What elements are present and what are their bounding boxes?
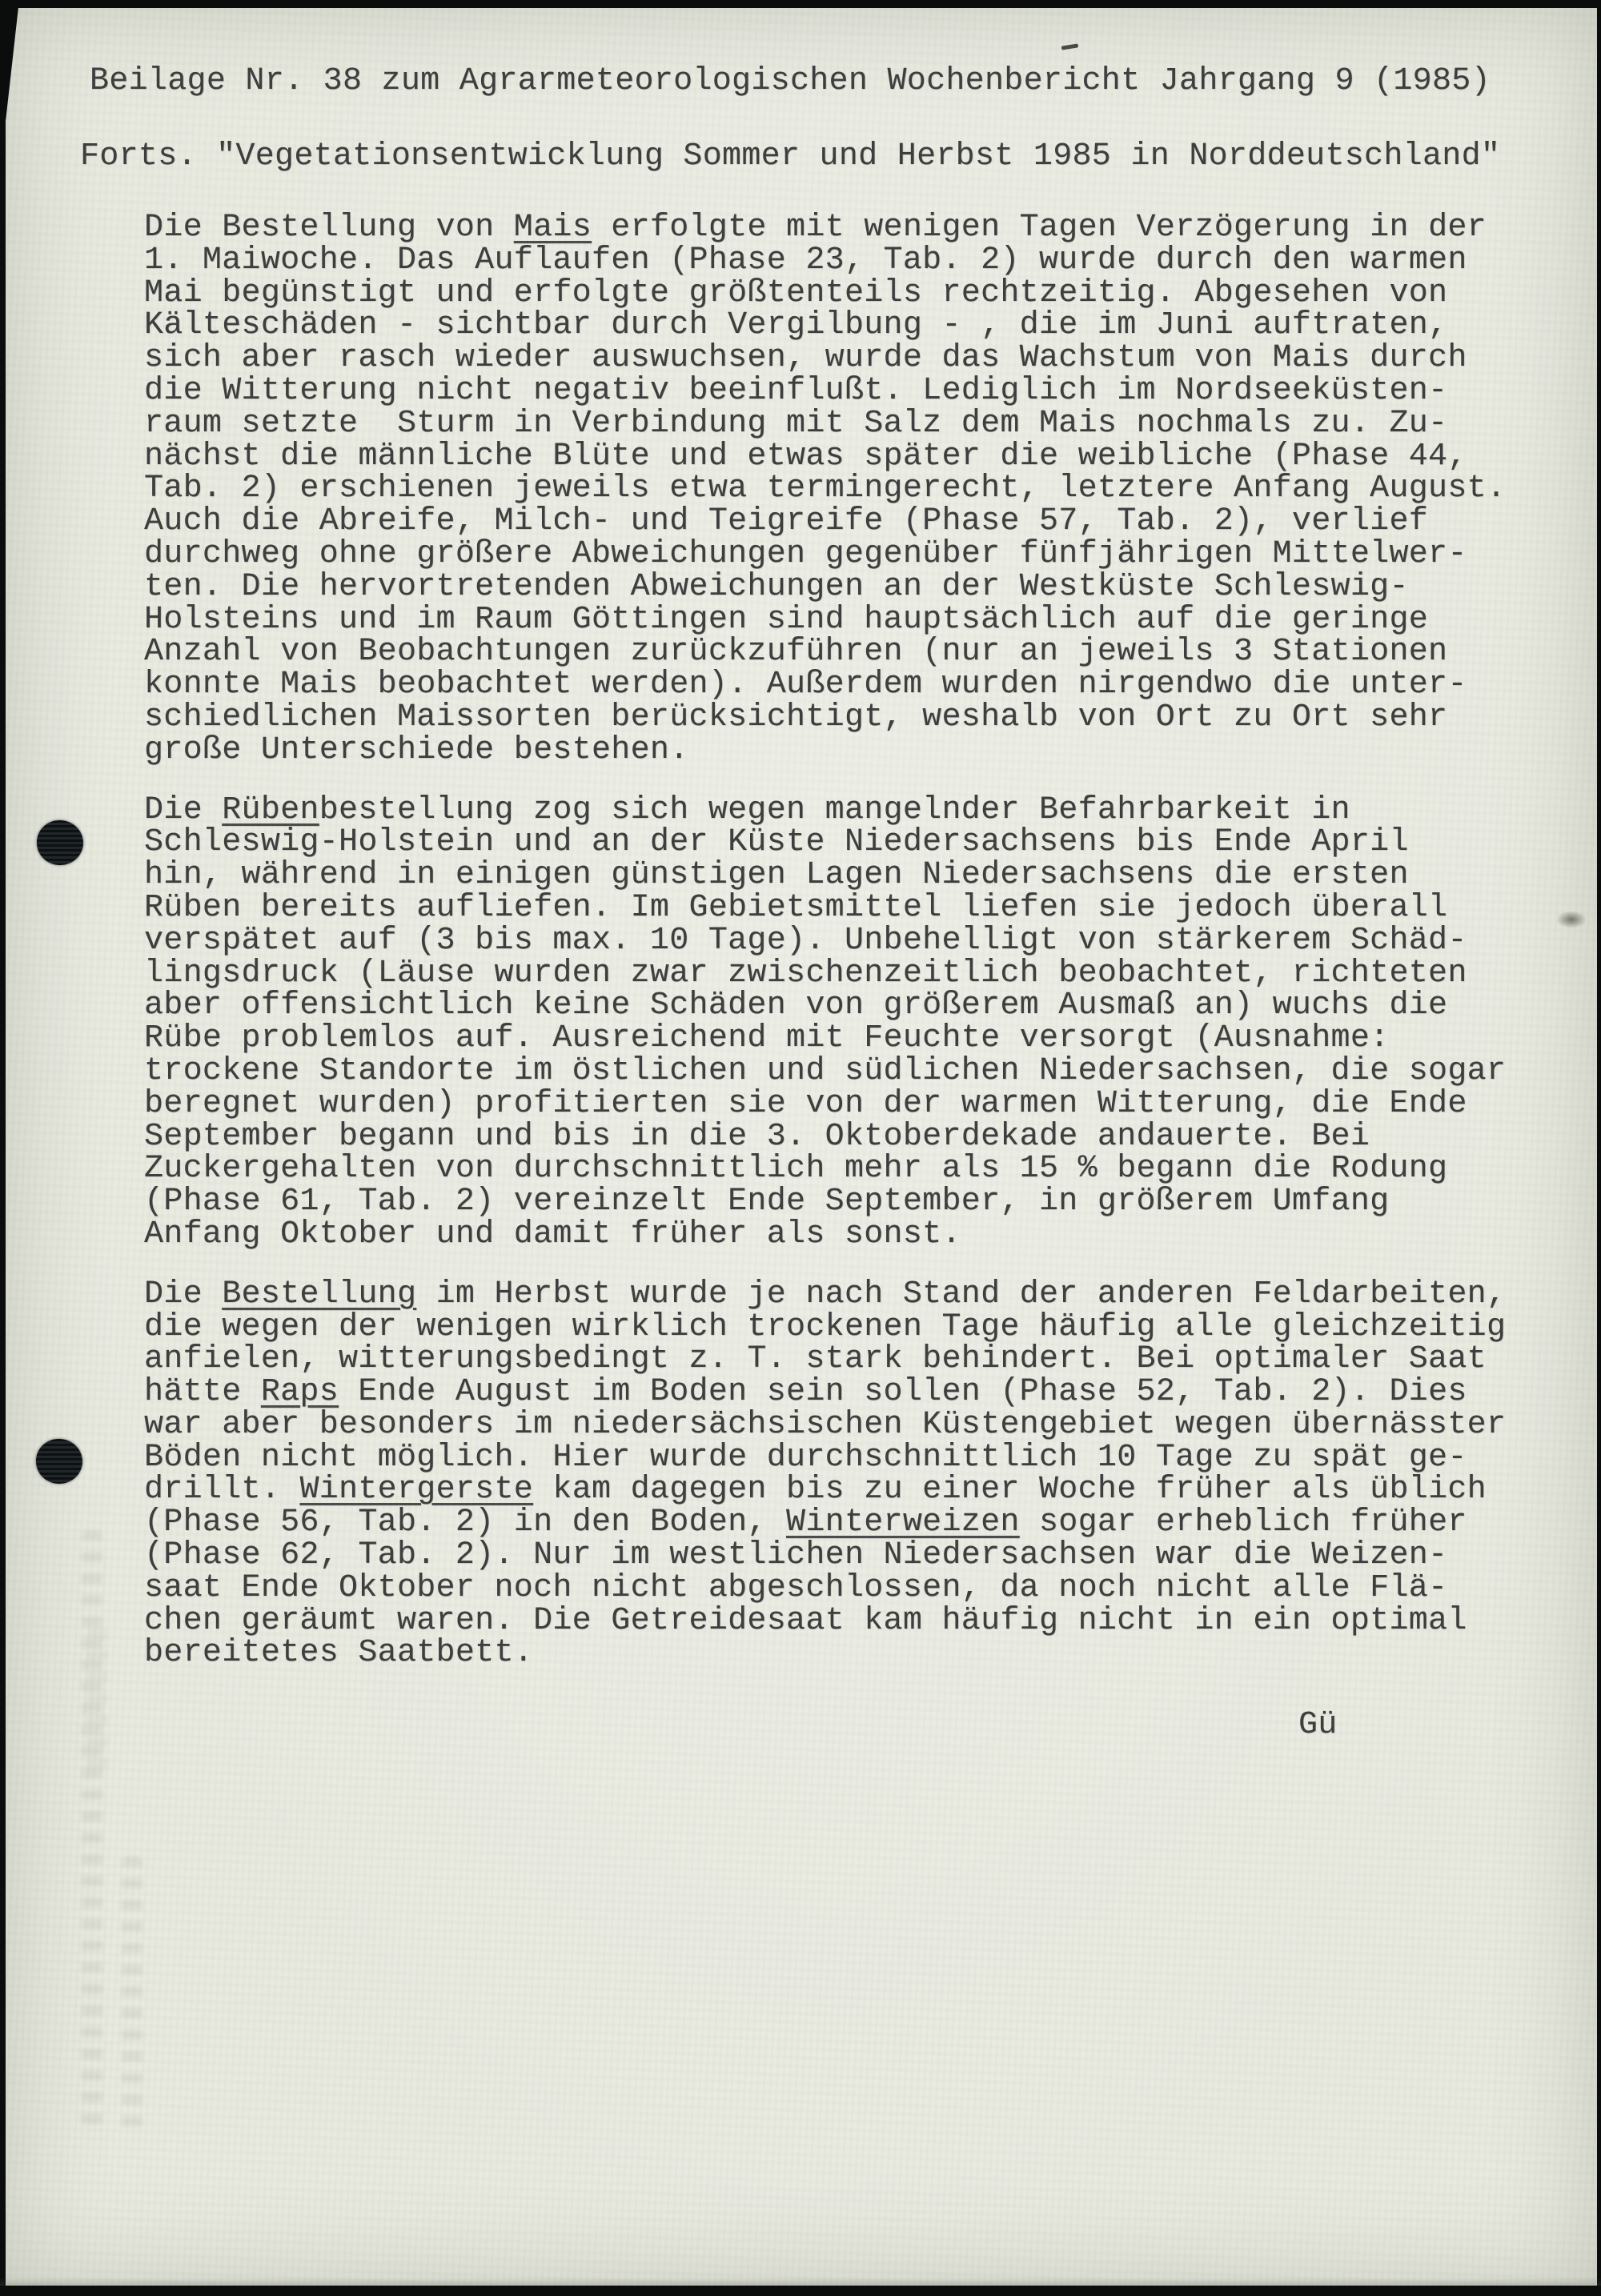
text-line: aber offensichtlich keine Schäden von größerem Ausmaß an) wuchs die xyxy=(144,988,1448,1024)
paragraph xyxy=(144,1276,1507,1672)
text-line: Kälteschäden - sichtbar durch Vergilbung - , die im Juni auftraten, xyxy=(144,307,1448,344)
text-line: (Phase 61, Tab. 2) vereinzelt Ende September, in größerem Umfang xyxy=(144,1184,1390,1220)
text-line: verspätet auf (3 bis max. 10 Tage). Unbehelligt von stärkerem Schäd- xyxy=(144,922,1467,959)
text-line: die Witterung nicht negativ beeinflußt. Lediglich im Nordseeküsten- xyxy=(144,372,1448,409)
text-line: Böden nicht möglich. Hier wurde durchschnittlich 10 Tage zu spät ge- xyxy=(144,1439,1467,1476)
text-line: anfielen, witterungsbedingt z. T. stark behindert. Bei optimaler Saat xyxy=(144,1341,1487,1378)
text-line: Die Bestellung im Herbst wurde je nach Stand der anderen Feldarbeiten, xyxy=(144,1276,1507,1312)
text-line: (Phase 56, Tab. 2) in den Boden, Winterweizen sogar erheblich früher xyxy=(144,1505,1467,1541)
underlined-term: Mais xyxy=(513,210,592,246)
scan-edge-bottom xyxy=(0,2286,1601,2296)
text-line: war aber besonders im niedersächsischen Küstengebiet wegen übernässter xyxy=(144,1406,1507,1443)
text-line: lingsdruck (Läuse wurden zwar zwischenzeitlich beobachtet, richteten xyxy=(144,955,1467,992)
underlined-term: Wintergerste xyxy=(299,1472,534,1509)
text-line: (Phase 62, Tab. 2). Nur im westlichen Niedersachsen war die Weizen- xyxy=(144,1537,1448,1574)
underlined-term: Winterweizen xyxy=(786,1505,1020,1541)
text-line: Anfang Oktober und damit früher als sonst. xyxy=(144,1216,961,1252)
text-line: hin, während in einigen günstigen Lagen Niedersachsens die ersten xyxy=(144,857,1409,894)
text-line: trockene Standorte im östlichen und südlichen Niedersachsen, die sogar xyxy=(144,1052,1507,1089)
underlined-term: Rüben xyxy=(222,791,319,828)
text-line: Rüben bereits aufliefen. Im Gebietsmittel liefen sie jedoch überall xyxy=(144,889,1448,926)
text-line: sich aber rasch wieder auswuchsen, wurde das Wachstum von Mais durch xyxy=(144,340,1467,377)
text-line: hätte Raps Ende August im Boden sein sollen (Phase 52, Tab. 2). Dies xyxy=(144,1374,1467,1411)
text-line: Mai begünstigt und erfolgte größtenteils rechtzeitig. Abgesehen von xyxy=(144,274,1448,311)
punch-hole xyxy=(37,820,83,865)
bleed-through-ghost-text xyxy=(122,1857,142,2133)
text-line: Auch die Abreife, Milch- und Teigreife (Phase 57, Tab. 2), verlief xyxy=(144,503,1429,540)
header-line-1: Beilage Nr. 38 zum Agrarmeteorologischen Wochenbericht Jahrgang 9 (1985) xyxy=(90,63,1491,99)
text-line: Schleswig-Holstein und an der Küste Niedersachsens bis Ende April xyxy=(144,824,1409,861)
text-line: durchweg ohne größere Abweichungen gegenüber fünfjährigen Mittelwer- xyxy=(144,535,1467,572)
punch-hole xyxy=(36,1439,82,1484)
signature: Gü xyxy=(1298,1707,1338,1743)
text-line: raum setzte Sturm in Verbindung mit Salz dem Mais nochmals zu. Zu- xyxy=(144,405,1448,442)
text-line: Zuckergehalten von durchschnittlich mehr als 15 % begann die Rodung xyxy=(144,1151,1448,1188)
text-line: Anzahl von Beobachtungen zurückzuführen (nur an jeweils 3 Stationen xyxy=(144,634,1448,671)
text-line: September begann und bis in die 3. Oktoberdekade andauerte. Bei xyxy=(144,1118,1370,1155)
text-line: saat Ende Oktober noch nicht abgeschlossen, da noch nicht alle Flä- xyxy=(144,1569,1448,1606)
edge-smudge xyxy=(1556,911,1587,928)
text-line: schiedlichen Maissorten berücksichtigt, weshalb von Ort zu Ort sehr xyxy=(144,699,1448,735)
scan-edge-top xyxy=(0,0,1601,8)
text-line: ten. Die hervortretenden Abweichungen an der Westküste Schleswig- xyxy=(144,568,1409,605)
page-bottom-shadow xyxy=(0,2278,1601,2286)
bleed-through-ghost-text xyxy=(82,1530,102,2134)
text-line: Holsteins und im Raum Göttingen sind hauptsächlich auf die geringe xyxy=(144,601,1429,638)
text-line: Die Bestellung von Mais erfolgte mit wenigen Tagen Verzögerung in der xyxy=(144,210,1487,246)
underlined-term: Bestellung xyxy=(222,1276,417,1312)
underlined-term: Raps xyxy=(260,1374,339,1411)
bleed-through-ghost-text xyxy=(86,1629,107,1773)
text-line: chen geräumt waren. Die Getreidesaat kam häufig nicht in ein optimal xyxy=(144,1602,1467,1639)
scan-edge-corner xyxy=(0,0,19,120)
text-line: große Unterschiede bestehen. xyxy=(144,731,689,768)
paragraph xyxy=(144,212,1506,767)
text-line: nächst die männliche Blüte und etwas später die weibliche (Phase 44, xyxy=(144,438,1467,475)
body-text xyxy=(144,212,1506,1697)
text-line: die wegen der wenigen wirklich trockenen Tage häufig alle gleichzeitig xyxy=(144,1308,1507,1345)
scan-edge-left xyxy=(0,0,6,2296)
text-line: drillt. Wintergerste kam dagegen bis zu einer Woche früher als üblich xyxy=(144,1472,1487,1509)
ink-speck xyxy=(1061,43,1079,50)
text-line: konnte Mais beobachtet werden). Außerdem wurden nirgendwo die unter- xyxy=(144,667,1467,703)
header-line-2: Forts. "Vegetationsentwicklung Sommer und Herbst 1985 in Norddeutschland" xyxy=(80,138,1501,174)
text-line: Rübe problemlos auf. Ausreichend mit Feuchte versorgt (Ausnahme: xyxy=(144,1020,1390,1057)
text-line: bereitetes Saatbett. xyxy=(144,1635,534,1672)
scan-edge-right xyxy=(1597,0,1601,2296)
text-line: Die Rübenbestellung zog sich wegen mangelnder Befahrbarkeit in xyxy=(144,791,1350,828)
text-line: 1. Maiwoche. Das Auflaufen (Phase 23, Tab. 2) wurde durch den warmen xyxy=(144,242,1467,278)
paragraph xyxy=(144,791,1507,1252)
text-line: Tab. 2) erschienen jeweils etwa termingerecht, letztere Anfang August. xyxy=(144,471,1507,507)
text-line: beregnet wurden) profitierten sie von der warmen Witterung, die Ende xyxy=(144,1085,1467,1122)
